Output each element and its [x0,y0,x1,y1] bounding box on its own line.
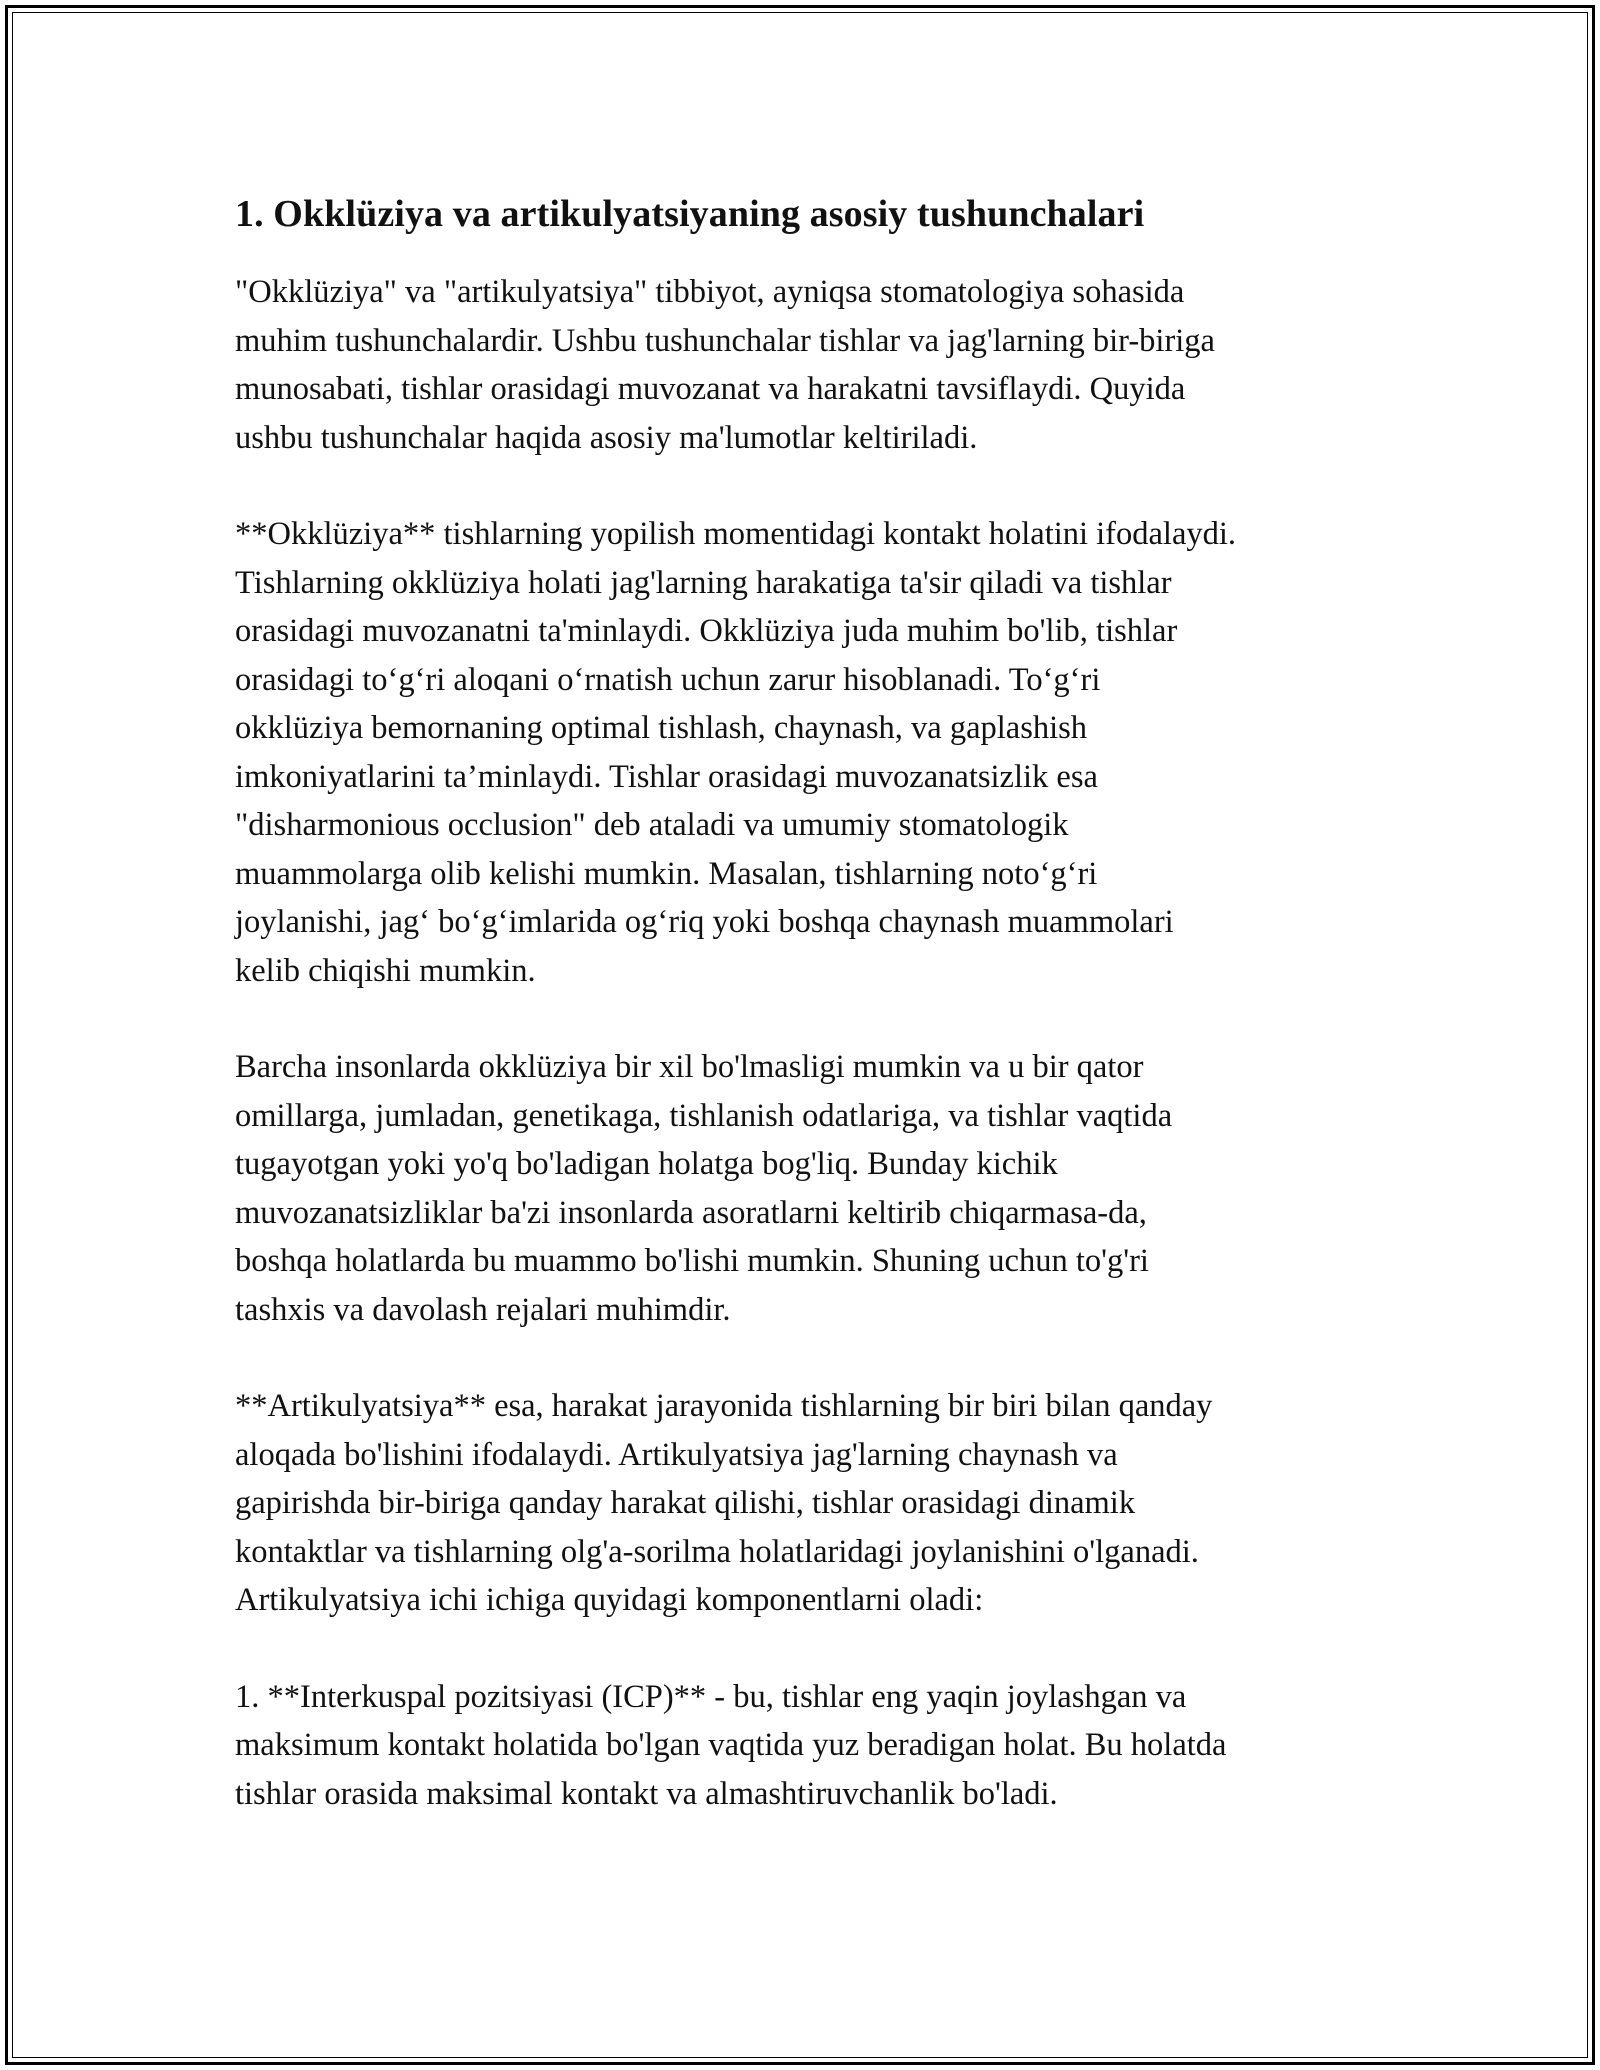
text-line: maksimum kontakt holatida bo'lgan vaqtida yuz beradigan holat. Bu holatda [235,1727,1227,1763]
text-line: joylanishi, jag‘ bo‘g‘imlarida og‘riq yoki boshqa chaynash muammolari [235,904,1174,940]
text-line: okklüziya bemornaning optimal tishlash, chaynash, va gaplashish [235,710,1088,746]
text-line: kelib chiqishi mumkin. [235,952,536,989]
text-line: "disharmonious occlusion" deb ataladi va umumiy stomatologik [235,807,1069,843]
paragraph-variation [235,1043,1395,1334]
text-line: omillarga, jumladan, genetikaga, tishlanish odatlariga, va tishlar vaqtida [235,1097,1173,1134]
text-line: aloqada bo'lishini ifodalaydi. Artikulyatsiya jag'larning chaynash va [235,1436,1118,1473]
paragraph-list-item-icp [235,1673,1395,1819]
section-heading: 1. Okklüziya va artikulyatsiyaning asosiy tushunchalari [235,193,1145,235]
text-line: kontaktlar va tishlarning olg'a-sorilma holatlaridagi joylanishini o'lganadi. [235,1533,1199,1570]
text-line: Tishlarning okklüziya holati jag'larning harakatiga ta'sir qiladi va tishlar [235,564,1172,601]
text-line: orasidagi muvozanatni ta'minlaydi. Okklüziya juda muhim bo'lib, tishlar [235,613,1178,649]
document-content [235,190,1395,1866]
text-line: Barcha insonlarda okklüziya bir xil bo'lmasligi mumkin va u bir qator [235,1049,1144,1085]
text-line: muammolarga olib kelishi mumkin. Masalan, tishlarning noto‘g‘ri [235,855,1098,892]
text-line: muhim tushunchalardir. Ushbu tushunchalar tishlar va jag'larning bir-biriga [235,322,1215,359]
text-line: tashxis va davolash rejalari muhimdir. [235,1291,731,1328]
text-line: ushbu tushunchalar haqida asosiy ma'lumotlar keltiriladi. [235,419,978,456]
text-line: munosabati, tishlar orasidagi muvozanat va harakatni tavsiflaydi. Quyida [235,371,1186,407]
text-line: imkoniyatlarini ta’minlaydi. Tishlar orasidagi muvozanatsizlik esa [235,758,1098,795]
text-line: tugayotgan yoki yo'q bo'ladigan holatga bog'liq. Bunday kichik [235,1146,1058,1182]
text-line: 1. **Interkuspal pozitsiyasi (ICP)** - bu, tishlar eng yaqin joylashgan va [235,1678,1187,1715]
text-line: boshqa holatlarda bu muammo bo'lishi mumkin. Shuning uchun to'g'ri [235,1243,1149,1279]
paragraph-occlusion [235,510,1395,995]
text-line: tishlar orasida maksimal kontakt va almashtiruvchanlik bo'ladi. [235,1775,1058,1812]
text-line: orasidagi to‘g‘ri aloqani o‘rnatish uchun zarur hisoblanadi. To‘g‘ri [235,661,1101,698]
text-line: gapirishda bir-biriga qanday harakat qilishi, tishlar orasidagi dinamik [235,1485,1136,1521]
paragraph-articulation [235,1382,1395,1625]
text-line: "Okklüziya" va "artikulyatsiya" tibbiyot, ayniqsa stomatologiya sohasida [235,274,1185,310]
text-line: Artikulyatsiya ichi ichiga quyidagi komponentlarni oladi: [235,1582,984,1618]
text-line: **Okklüziya** tishlarning yopilish momentidagi kontakt holatini ifodalaydi. [235,516,1237,552]
paragraph-intro [235,268,1395,462]
text-line: **Artikulyatsiya** esa, harakat jarayonida tishlarning bir biri bilan qanday [235,1388,1213,1424]
text-line: muvozanatsizliklar ba'zi insonlarda asoratlarni keltirib chiqarmasa-da, [235,1194,1147,1231]
